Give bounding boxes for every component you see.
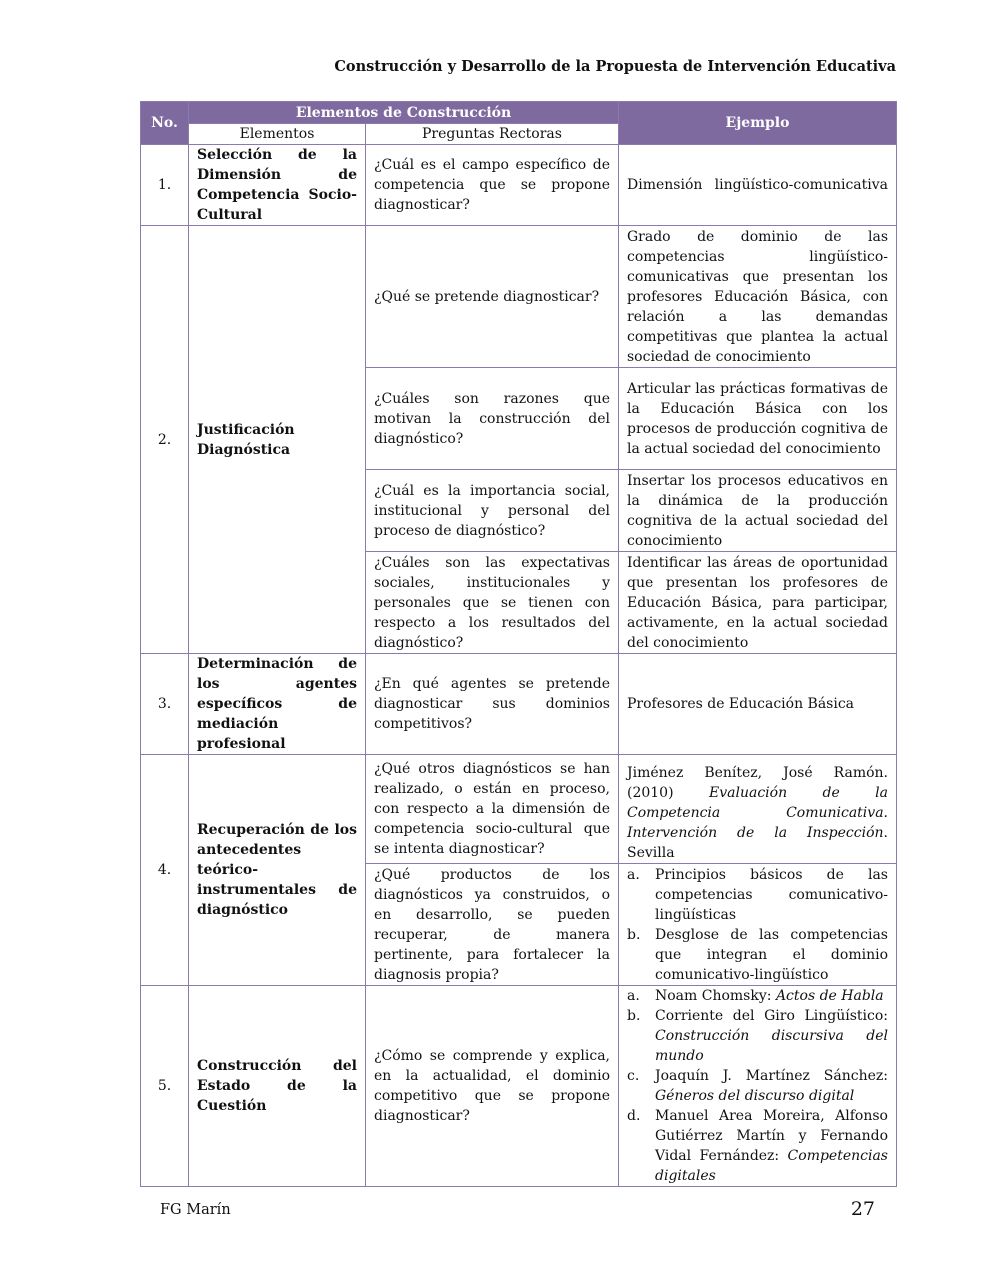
question-cell: ¿Qué se pretende diagnosticar? xyxy=(366,226,619,368)
header-preguntas-rectoras: Preguntas Rectoras xyxy=(366,124,619,145)
reference-author: Corriente del Giro Lingüístico: xyxy=(655,1008,888,1024)
reference-work: Actos de Habla xyxy=(775,988,884,1004)
list-text xyxy=(655,1006,888,1066)
example-list xyxy=(627,865,888,985)
row-number: 4. xyxy=(141,755,189,986)
question-cell: ¿Cuáles son las expectativas sociales, institucionales y personales que se tienen con respecto a los resultados del diagnóstico? xyxy=(366,552,619,654)
row-number: 1. xyxy=(141,145,189,226)
example-cell: Articular las prácticas formativas de la Educación Básica con los procesos de producción cognitiva de la actual sociedad del conocimiento xyxy=(619,368,897,470)
reference-title: Evaluación de la Competencia Comunicativa. Intervención de la Inspección xyxy=(627,785,888,841)
row-number: 2. xyxy=(141,226,189,654)
question-cell: ¿Cuál es el campo específico de competencia que se propone diagnosticar? xyxy=(366,145,619,226)
list-item xyxy=(627,1106,888,1186)
reference-work: Competencias digitales xyxy=(655,1148,888,1184)
list-item xyxy=(627,865,888,925)
header-no: No. xyxy=(141,102,189,145)
reference-work: Géneros del discurso digital xyxy=(655,1088,855,1104)
reference-author: Noam Chomsky: xyxy=(655,988,776,1004)
list-marker: a. xyxy=(627,988,640,1004)
example-cell: Identificar las áreas de oportunidad que presentan los profesores de Educación Básica, para participar, activamente, en la actual sociedad del conocimiento xyxy=(619,552,897,654)
list-marker: b. xyxy=(627,1008,641,1024)
element-cell: Justificación Diagnóstica xyxy=(189,226,366,654)
element-cell: Recuperación de los antecedentes teórico-instrumentales de diagnóstico xyxy=(189,755,366,986)
question-cell: ¿En qué agentes se pretende diagnosticar sus dominios competitivos? xyxy=(366,654,619,755)
example-cell: Grado de dominio de las competencias lingüístico-comunicativas que presentan los profesores Educación Básica, con relación a las demandas competitivas que plantea la actual sociedad de conocimiento xyxy=(619,226,897,368)
question-cell: ¿Qué productos de los diagnósticos ya construidos, o en desarrollo, se pueden recuperar, de manera pertinente, para fortalecer la diagnosis propia? xyxy=(366,864,619,986)
example-list xyxy=(627,986,888,1186)
example-cell xyxy=(619,755,897,864)
header-ejemplo: Ejemplo xyxy=(619,102,897,145)
question-cell: ¿Cuál es la importancia social, institucional y personal del proceso de diagnóstico? xyxy=(366,470,619,552)
list-marker: d. xyxy=(627,1108,641,1124)
list-text xyxy=(655,1106,888,1186)
question-cell: ¿Qué otros diagnósticos se han realizado, o están en proceso, con respecto a la dimensión de competencia socio-cultural que se intenta diagnosticar? xyxy=(366,755,619,864)
table-row xyxy=(141,226,897,368)
list-item xyxy=(627,986,888,1006)
list-text: Principios básicos de las competencias comunicativo-lingüísticas xyxy=(655,866,888,923)
list-text xyxy=(655,986,888,1006)
question-cell: ¿Cómo se comprende y explica, en la actualidad, el dominio competitivo que se propone diagnosticar? xyxy=(366,986,619,1187)
list-marker: c. xyxy=(627,1068,640,1084)
list-marker: a. xyxy=(627,866,640,883)
row-number: 3. xyxy=(141,654,189,755)
table-row xyxy=(141,145,897,226)
list-item xyxy=(627,1066,888,1106)
table-row xyxy=(141,755,897,864)
element-cell: Selección de la Dimensión de Competencia Socio-Cultural xyxy=(189,145,366,226)
page-number: 27 xyxy=(850,1198,875,1220)
list-marker: b. xyxy=(627,926,641,943)
element-cell: Construcción del Estado de la Cuestión xyxy=(189,986,366,1187)
reference-author: Manuel Area Moreira, Alfonso Gutiérrez Martín y Fernando Vidal Fernández: xyxy=(655,1108,888,1164)
list-text: Desglose de las competencias que integran el dominio comunicativo-lingüístico xyxy=(655,926,888,983)
example-text: Dimensión lingüístico-comunicativa xyxy=(627,177,888,193)
construction-elements-table xyxy=(140,101,897,1187)
reference-author: Jiménez Benítez, José Ramón. (2010) xyxy=(627,765,888,801)
reference-work: Construcción discursiva del mundo xyxy=(655,1028,888,1064)
running-head: Construcción y Desarrollo de la Propuesta de Intervención Educativa xyxy=(334,58,896,75)
example-cell xyxy=(619,864,897,986)
example-cell: Insertar los procesos educativos en la dinámica de la producción cognitiva de la actual sociedad del conocimiento xyxy=(619,470,897,552)
example-cell xyxy=(619,986,897,1187)
reference-author: Joaquín J. Martínez Sánchez: xyxy=(655,1068,888,1084)
list-item xyxy=(627,1006,888,1066)
table-row xyxy=(141,654,897,755)
question-cell: ¿Cuáles son razones que motivan la construcción del diagnóstico? xyxy=(366,368,619,470)
table-row xyxy=(141,986,897,1187)
element-cell: Determinación de los agentes específicos de mediación profesional xyxy=(189,654,366,755)
list-text xyxy=(655,1066,888,1106)
header-elementos-de-construccion: Elementos de Construcción xyxy=(189,102,619,124)
reference-place: . Sevilla xyxy=(627,825,888,861)
header-elementos: Elementos xyxy=(189,124,366,145)
footer-author: FG Marín xyxy=(160,1202,231,1218)
row-number: 5. xyxy=(141,986,189,1187)
example-cell: Profesores de Educación Básica xyxy=(619,654,897,755)
example-cell xyxy=(619,145,897,226)
list-item xyxy=(627,925,888,985)
